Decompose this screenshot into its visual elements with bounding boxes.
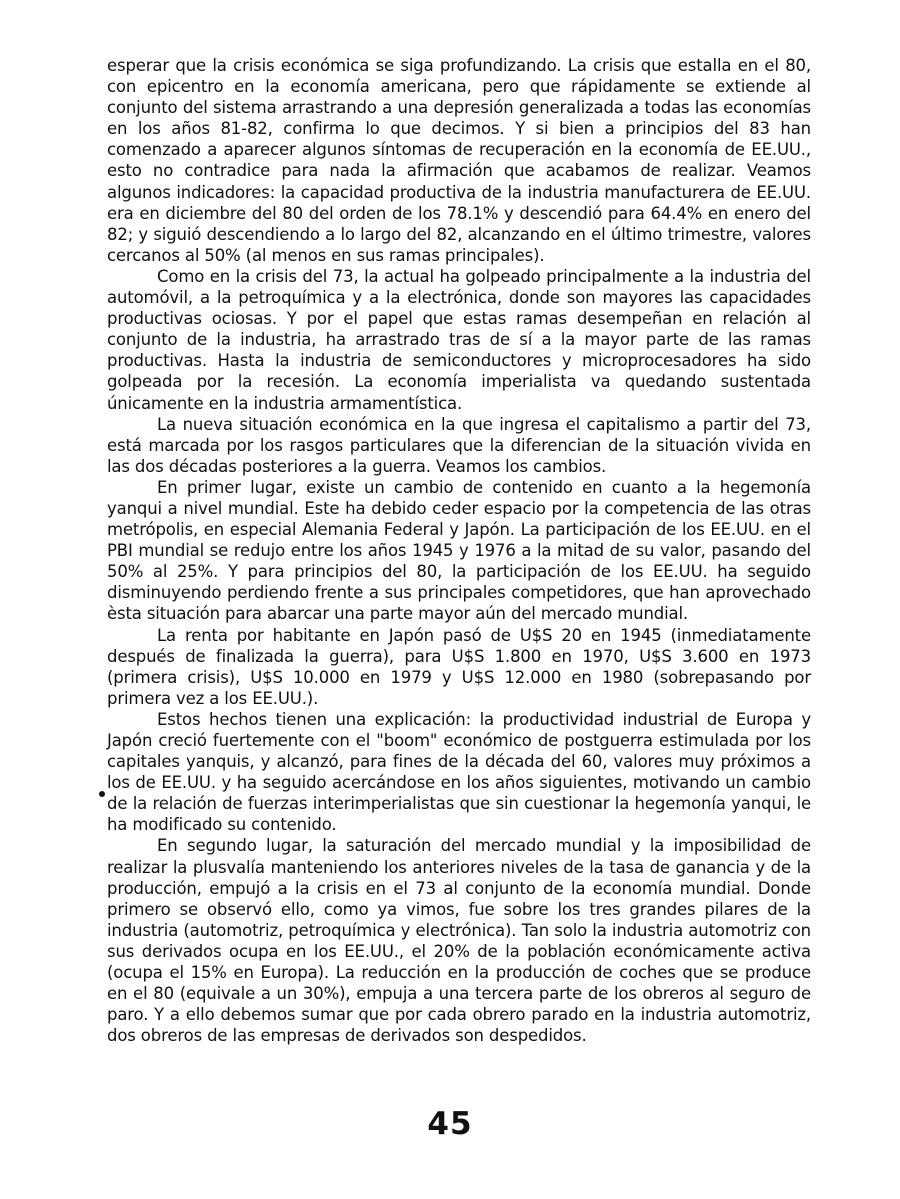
paragraph: En segundo lugar, la saturación del mercado mundial y la imposibilidad de realizar la plusvalía manteniendo los anteriores niveles de la tasa de ganancia y de la producción, empujó a la crisis en el 73 al conjunto de la economía mundial. Donde primero se observó ello, como ya vimos, fue sobre los tres grandes pilares de la industria (automotriz, petroquímica y electrónica). Tan solo la industria automotriz con sus derivados ocupa en los EE.UU., el 20% de la población económicamente activa (ocupa el 15% en Europa). La reducción en la producción de coches que se produce en el 80 (equivale a un 30%), empuja a una tercera parte de los obreros al seguro de paro. Y a ello debemos sumar que por cada obrero parado en la industria automotriz, dos obreros de las empresas de derivados son despedidos. bbox=[107, 836, 811, 1046]
page-number: 45 bbox=[427, 1106, 473, 1142]
paragraph: Estos hechos tienen una explicación: la productividad industrial de Europa y Japón creció fuertemente con el "boom" económico de postguerra estimulada por los capitales yanquis, y alcanzó, para fines de la década del 60, valores muy próximos a los de EE.UU. y ha seguido acercándose en los años siguientes, motivando un cambio de la relación de fuerzas interimperialistas que sin cuestionar la hegemonía yanqui, le ha modificado su contenido. bbox=[107, 709, 811, 835]
paragraph: En primer lugar, existe un cambio de contenido en cuanto a la hegemonía yanqui a nivel mundial. Este ha debido ceder espacio por la competencia de las otras metrópolis, en especial Alemania Federal y Japón. La participación de los EE.UU. en el PBI mundial se redujo entre los años 1945 y 1976 a la mitad de su valor, pasando del 50% al 25%. Y para principios del 80, la participación de los EE.UU. ha seguido disminuyendo perdiendo frente a sus principales competidores, que han aprovechado èsta situación para abarcar una parte mayor aún del mercado mundial. bbox=[107, 477, 811, 624]
paragraph: Como en la crisis del 73, la actual ha golpeado principalmente a la industria del automóvil, a la petroquímica y a la electrónica, donde son mayores las capacidades productivas ociosas. Y por el papel que estas ramas desempeñan en relación al conjunto de la industria, ha arrastrado tras de sí a la mayor parte de las ramas productivas. Hasta la industria de semiconductores y microprocesadores ha sido golpeada por la recesión. La economía imperialista va quedando sustentada únicamente en la industria armamentística. bbox=[107, 266, 811, 413]
paragraph: La renta por habitante en Japón pasó de U$S 20 en 1945 (inmediatamente después de finalizada la guerra), para U$S 1.800 en 1970, U$S 3.600 en 1973 (primera crisis), U$S 10.000 en 1979 y U$S 12.000 en 1980 (sobrepasando por primera vez a los EE.UU.). bbox=[107, 625, 811, 708]
body-text bbox=[107, 55, 811, 1046]
paragraph: La nueva situación económica en la que ingresa el capitalismo a partir del 73, está marcada por los rasgos particulares que la diferencian de la situación vivida en las dos décadas posteriores a la guerra. Veamos los cambios. bbox=[107, 414, 811, 476]
margin-dot-mark bbox=[99, 791, 105, 797]
paragraph-continued: esperar que la crisis económica se siga profundizando. La crisis que estalla en el 80, con epicentro en la economía americana, pero que rápidamente se extiende al conjunto del sistema arrastrando a una depresión generalizada a todas las economías en los años 81-82, confirma lo que decimos. Y si bien a principios del 83 han comenzado a aparecer algunos síntomas de recuperación en la economía de EE.UU., esto no contradice para nada la afirmación que acabamos de realizar. Veamos algunos indicadores: la capacidad productiva de la industria manufacturera de EE.UU. era en diciembre del 80 del orden de los 78.1% y descendió para 64.4% en enero del 82; y siguió descendiendo a lo largo del 82, alcanzando en el último trimestre, valores cercanos al 50% (al menos en sus ramas principales). bbox=[107, 56, 811, 265]
